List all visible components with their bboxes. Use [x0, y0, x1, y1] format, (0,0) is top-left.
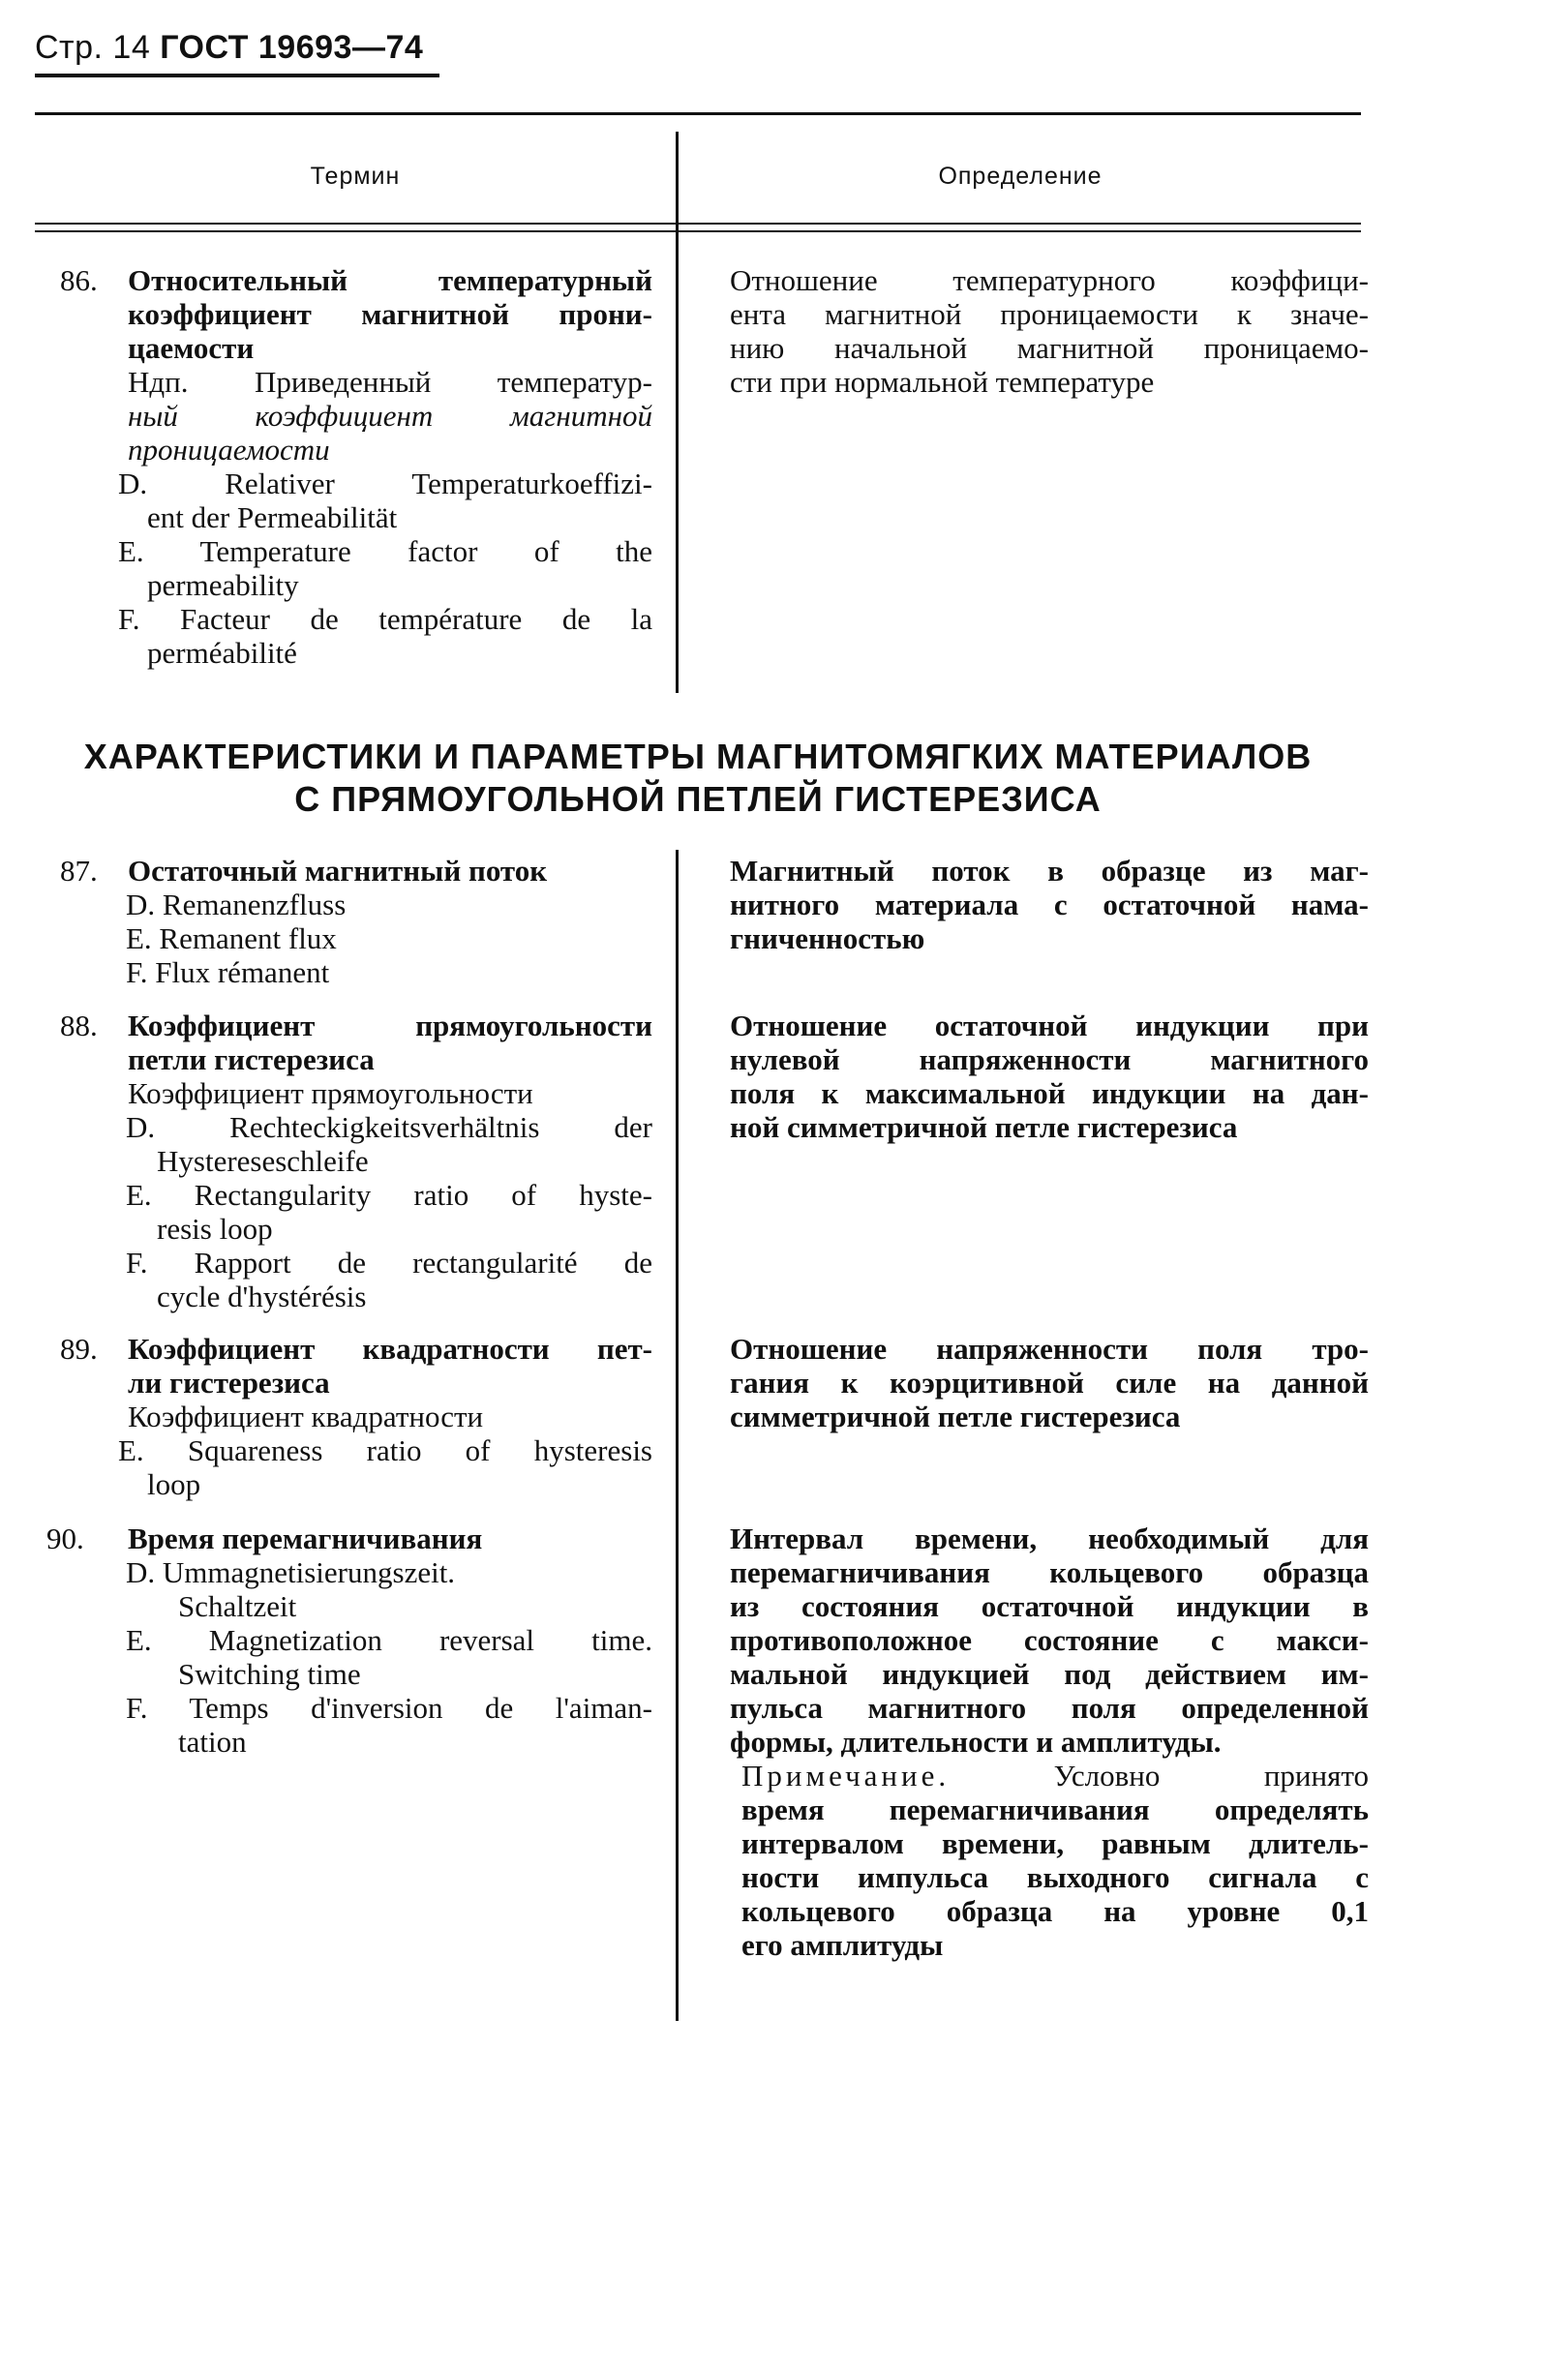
note-line: Условно принято [1053, 1759, 1369, 1793]
synonym-line: Коэффициент прямоугольности [128, 1076, 533, 1110]
lang-line: resis loop [157, 1212, 273, 1246]
term-87 [60, 854, 652, 989]
section-title [35, 736, 1361, 821]
definition-88 [730, 1009, 1369, 1144]
lang-line: E. Temperature factor of the [118, 534, 652, 568]
note-line: интервалом времени, равным длитель- [741, 1826, 1369, 1860]
lang-line: E. Rectangularity ratio of hyste- [126, 1178, 652, 1212]
note-line: его амплитуды [741, 1928, 944, 1962]
lang-line: E. Remanent flux [126, 921, 337, 955]
definition-90 [730, 1521, 1369, 1962]
term-88 [60, 1009, 652, 1313]
definition-line: нулевой напряженности магнитного [730, 1042, 1369, 1076]
standard-number: ГОСТ 19693—74 [160, 29, 424, 66]
note-label: Примечание. [741, 1759, 951, 1793]
definition-line: мальной индукцией под действием им- [730, 1657, 1369, 1691]
lang-line: E. Squareness ratio of hysteresis [118, 1433, 652, 1467]
term-line: цаемости [128, 331, 255, 365]
lang-line: F. Flux rémanent [126, 955, 330, 989]
definition-86 [730, 263, 1369, 399]
synonym-line: Коэффициент квадратности [128, 1400, 484, 1433]
definition-87 [730, 854, 1369, 955]
definition-line: гниченностью [730, 921, 925, 955]
table-header-double-rule [35, 223, 1361, 232]
term-number: 86. [60, 263, 98, 297]
term-number: 90. [46, 1521, 84, 1555]
note-line: кольцевого образца на уровне 0,1 [741, 1894, 1369, 1928]
note-first-line [730, 1759, 1369, 1793]
definition-line: формы, длительности и амплитуды. [730, 1725, 1222, 1759]
term-line: петли гистерезиса [128, 1042, 375, 1076]
section-title-line: ХАРАКТЕРИСТИКИ И ПАРАМЕТРЫ МАГНИТОМЯГКИХ МАТЕРИАЛОВ [83, 737, 1313, 776]
lang-line: D. Rechteckigkeitsverhältnis der [126, 1110, 652, 1144]
definition-line: Отношение температурного коэффици- [730, 263, 1369, 297]
term-number: 89. [60, 1332, 98, 1366]
term-number: 88. [60, 1009, 98, 1042]
definition-line: ента магнитной проницаемости к значе- [730, 297, 1369, 331]
term-line: Коэффициент прямоугольности [128, 1009, 652, 1042]
lang-line: F. Facteur de température de la [118, 602, 652, 636]
lang-line: Hystereseschleife [157, 1144, 369, 1178]
term-line: коэффициент магнитной прони- [128, 297, 652, 331]
table-top-rule [35, 112, 1361, 115]
note-line: время перемагничивания определять [741, 1793, 1369, 1826]
lang-line: cycle d'hystérésis [157, 1280, 367, 1313]
lang-line: Schaltzeit [178, 1589, 297, 1623]
lang-line: ent der Permeabilität [147, 500, 398, 534]
definition-line: перемагничивания кольцевого образца [730, 1555, 1369, 1589]
definition-line: пульса магнитного поля определенной [730, 1691, 1369, 1725]
definition-line: Магнитный поток в образце из маг- [730, 854, 1369, 888]
lang-line: Switching time [178, 1657, 361, 1691]
column-header-term: Термин [310, 163, 401, 190]
term-line: Время перемагничивания [128, 1521, 483, 1555]
synonym-line: ный коэффициент магнитной [128, 399, 652, 433]
page-number: Стр. 14 [35, 29, 151, 66]
lang-line: F. Rapport de rectangularité de [126, 1246, 652, 1280]
lang-line: perméabilité [147, 636, 297, 670]
lang-line: F. Temps d'inversion de l'aiman- [126, 1691, 652, 1725]
lang-line: D. Relativer Temperaturkoeffizi- [118, 467, 652, 500]
column-divider-top [676, 132, 679, 693]
page-header [35, 29, 423, 67]
lang-line: D. Remanenzfluss [126, 888, 347, 921]
definition-line: сти при нормальной температуре [730, 365, 1155, 399]
note-line: ности импульса выходного сигнала с [741, 1860, 1369, 1894]
definition-line: поля к максимальной индукции на дан- [730, 1076, 1369, 1110]
definition-line: Отношение напряженности поля тро- [730, 1332, 1369, 1366]
term-90 [46, 1521, 652, 1759]
column-divider-bottom [676, 850, 679, 2021]
lang-line: loop [147, 1467, 201, 1501]
term-line: Остаточный магнитный поток [128, 854, 548, 888]
definition-line: противоположное состояние с макси- [730, 1623, 1369, 1657]
definition-line: нию начальной магнитной проницаемо- [730, 331, 1369, 365]
term-89 [60, 1332, 652, 1501]
lang-line: tation [178, 1725, 247, 1759]
definition-line: гания к коэрцитивной силе на данной [730, 1366, 1369, 1400]
definition-line: нитного материала с остаточной нама- [730, 888, 1369, 921]
lang-line: E. Magnetization reversal time. [126, 1623, 652, 1657]
definition-line: ной симметричной петле гистерезиса [730, 1110, 1238, 1144]
term-line: Коэффициент квадратности пет- [128, 1332, 652, 1366]
term-line: Относительный температурный [128, 263, 652, 297]
term-86 [60, 263, 652, 670]
synonym-line: проницаемости [128, 433, 330, 467]
column-header-definition: Определение [938, 163, 1103, 190]
definition-line: Интервал времени, необходимый для [730, 1521, 1369, 1555]
lang-line: permeability [147, 568, 299, 602]
lang-line: D. Ummagnetisierungszeit. [126, 1555, 456, 1589]
definition-line: симметричной петле гистерезиса [730, 1400, 1181, 1433]
term-number: 87. [60, 854, 98, 888]
term-line: ли гистерезиса [128, 1366, 330, 1400]
definition-line: из состояния остаточной индукции в [730, 1589, 1369, 1623]
definition-89 [730, 1332, 1369, 1433]
synonym-line: Ндп. Приведенный температур- [128, 365, 652, 399]
header-rule [35, 74, 439, 77]
section-title-line: С ПРЯМОУГОЛЬНОЙ ПЕТЛЕЙ ГИСТЕРЕЗИСА [294, 779, 1102, 819]
definition-line: Отношение остаточной индукции при [730, 1009, 1369, 1042]
